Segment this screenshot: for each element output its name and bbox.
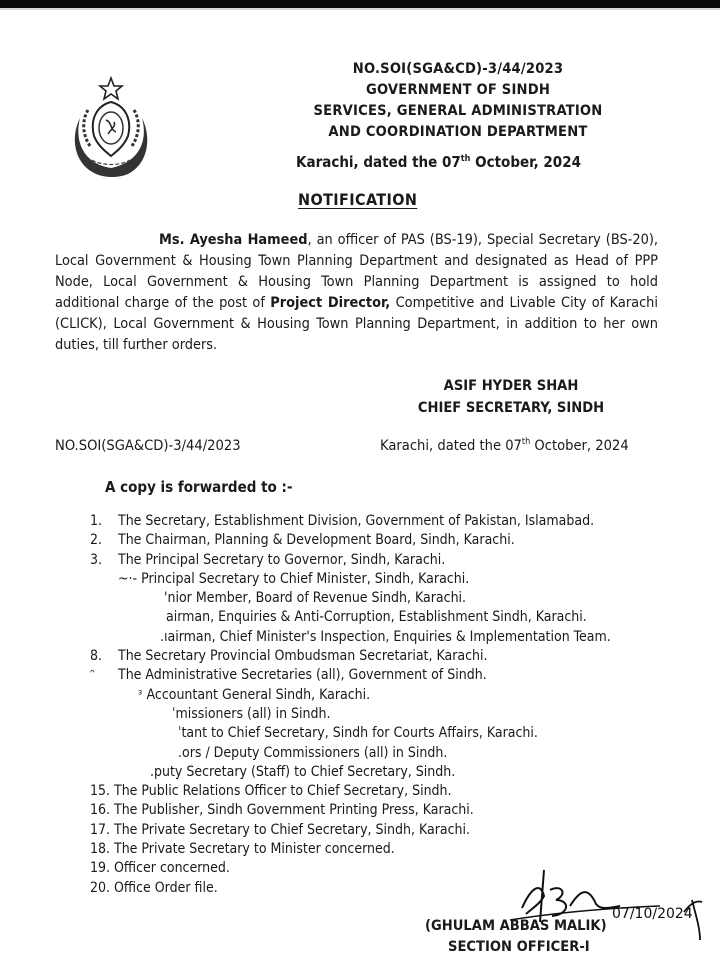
officer-name: Ms. Ayesha Hameed (159, 232, 308, 248)
list-item-number: 17. (90, 821, 111, 838)
forward-list-item (90, 570, 611, 589)
list-item-number: ᵔ (90, 667, 96, 684)
copy-date: Karachi, dated the 07th October, 2024 (380, 437, 629, 454)
list-item-number (90, 628, 118, 647)
signatory-block (400, 375, 622, 419)
top-divider (0, 8, 720, 10)
list-item-number (90, 705, 118, 724)
list-item-number (90, 570, 118, 589)
copy-reference-number: NO.SOI(SGA&CD)-3/44/2023 (55, 437, 241, 454)
section-officer-title: SECTION OFFICER-I (448, 938, 590, 955)
list-item-number (90, 763, 118, 782)
forward-list-item (90, 705, 611, 724)
list-item-number (90, 686, 118, 705)
department-line-1: SERVICES, GENERAL ADMINISTRATION (313, 102, 603, 119)
forward-list-item (90, 628, 611, 647)
forward-list-item (90, 531, 611, 550)
forward-list-item (90, 589, 611, 608)
sindh-government-emblem-icon (66, 76, 156, 186)
list-item-number: 8. (90, 648, 103, 665)
signatory-name: ASIF HYDER SHAH (443, 377, 579, 394)
svg-text:07/10/2024: 07/10/2024 (612, 906, 693, 922)
forward-list-item (90, 801, 611, 820)
list-item-text: The Publisher, Sindh Government Printing Press, Karachi. (114, 802, 474, 819)
reference-number: NO.SOI(SGA&CD)-3/44/2023 (352, 60, 564, 77)
forward-list-item (90, 744, 611, 763)
list-item-text: Office Order file. (114, 879, 218, 896)
list-item-text: The Public Relations Officer to Chief Secretary, Sindh. (114, 783, 452, 800)
forwarded-heading: A copy is forwarded to :- (105, 478, 293, 496)
list-item-text: ᵌ Accountant General Sindh, Karachi. (138, 686, 371, 703)
list-item-number (90, 724, 118, 743)
list-item-text: The Private Secretary to Chief Secretary, Sindh, Karachi. (114, 821, 471, 838)
list-item-text: The Secretary, Establishment Division, Government of Pakistan, Islamabad. (118, 513, 595, 529)
list-item-text: Officer concerned. (114, 860, 230, 877)
org-name: GOVERNMENT OF SINDH (365, 81, 551, 98)
list-item-text: ˈmissioners (all) in Sindh. (172, 705, 331, 722)
list-item-text: The Administrative Secretaries (all), Government of Sindh. (118, 667, 487, 684)
list-item-number: 1. (90, 513, 103, 529)
list-item-number: 16. (90, 802, 111, 819)
forward-list-item (90, 512, 611, 531)
list-item-text: The Secretary Provincial Ombudsman Secretariat, Karachi. (118, 648, 488, 665)
list-item-number (90, 589, 118, 608)
list-item-text: ~·- Principal Secretary to Chief Minister, Sindh, Karachi. (118, 570, 470, 587)
list-item-number: 20. (90, 879, 111, 896)
top-black-bar (0, 0, 720, 8)
list-item-text: .ors / Deputy Commissioners (all) in Sindh. (178, 744, 448, 761)
letterhead (280, 58, 636, 142)
forward-list-item (90, 551, 611, 570)
list-item-number (90, 608, 118, 627)
forward-list-item (90, 840, 611, 859)
list-item-number: 19. (90, 860, 111, 877)
list-item-text: 'nior Member, Board of Revenue Sindh, Karachi. (164, 590, 467, 607)
forward-list-item (90, 686, 611, 705)
list-item-number: 2. (90, 532, 103, 549)
list-item-number: 15. (90, 783, 111, 800)
list-item-number: 18. (90, 841, 111, 858)
list-item-text: airman, Enquiries & Anti-Corruption, Establishment Sindh, Karachi. (166, 609, 587, 626)
list-item-text: The Principal Secretary to Governor, Sindh, Karachi. (118, 551, 446, 568)
forward-list (90, 512, 611, 898)
document-title: NOTIFICATION (298, 190, 418, 209)
assigned-post: Project Director, (270, 295, 391, 311)
forward-list-item (90, 647, 611, 666)
forward-list-item (90, 763, 611, 782)
list-item-text: The Chairman, Planning & Development Board, Sindh, Karachi. (118, 532, 515, 549)
header-date: Karachi, dated the 07th October, 2024 (296, 153, 581, 171)
list-item-text: .puty Secretary (Staff) to Chief Secretary, Sindh. (150, 763, 456, 780)
forward-list-item (90, 724, 611, 743)
list-item-number: 3. (90, 551, 103, 568)
notification-body: Ms. Ayesha Hameed, an officer of PAS (BS-19), Special Secretary (BS-20), Local Government & Housing Town Planning Department and designated as Head of PPP Node, Local Government & Housing Town Planning Department is assigned to hold additional charge of the post of Project Director, Competitive and Livable City of Karachi (CLICK), Local Government & Housing Town Planning Department, in addition to her own duties, till further orders. (55, 232, 658, 353)
department-line-2: AND COORDINATION DEPARTMENT (328, 123, 588, 140)
list-item-text: .ıairman, Chief Minister's Inspection, Enquiries & Implementation Team. (160, 628, 611, 645)
forward-list-item (90, 666, 611, 685)
forward-list-item (90, 782, 611, 801)
list-item-number (90, 744, 118, 763)
forward-list-item (90, 608, 611, 627)
forward-list-item (90, 821, 611, 840)
list-item-text: ˈtant to Chief Secretary, Sindh for Courts Affairs, Karachi. (178, 725, 538, 742)
list-item-text: The Private Secretary to Minister concerned. (114, 841, 395, 858)
section-officer-name: (GHULAM ABBAS MALIK) (425, 917, 607, 934)
signatory-title: CHIEF SECRETARY, SINDH (417, 399, 605, 416)
